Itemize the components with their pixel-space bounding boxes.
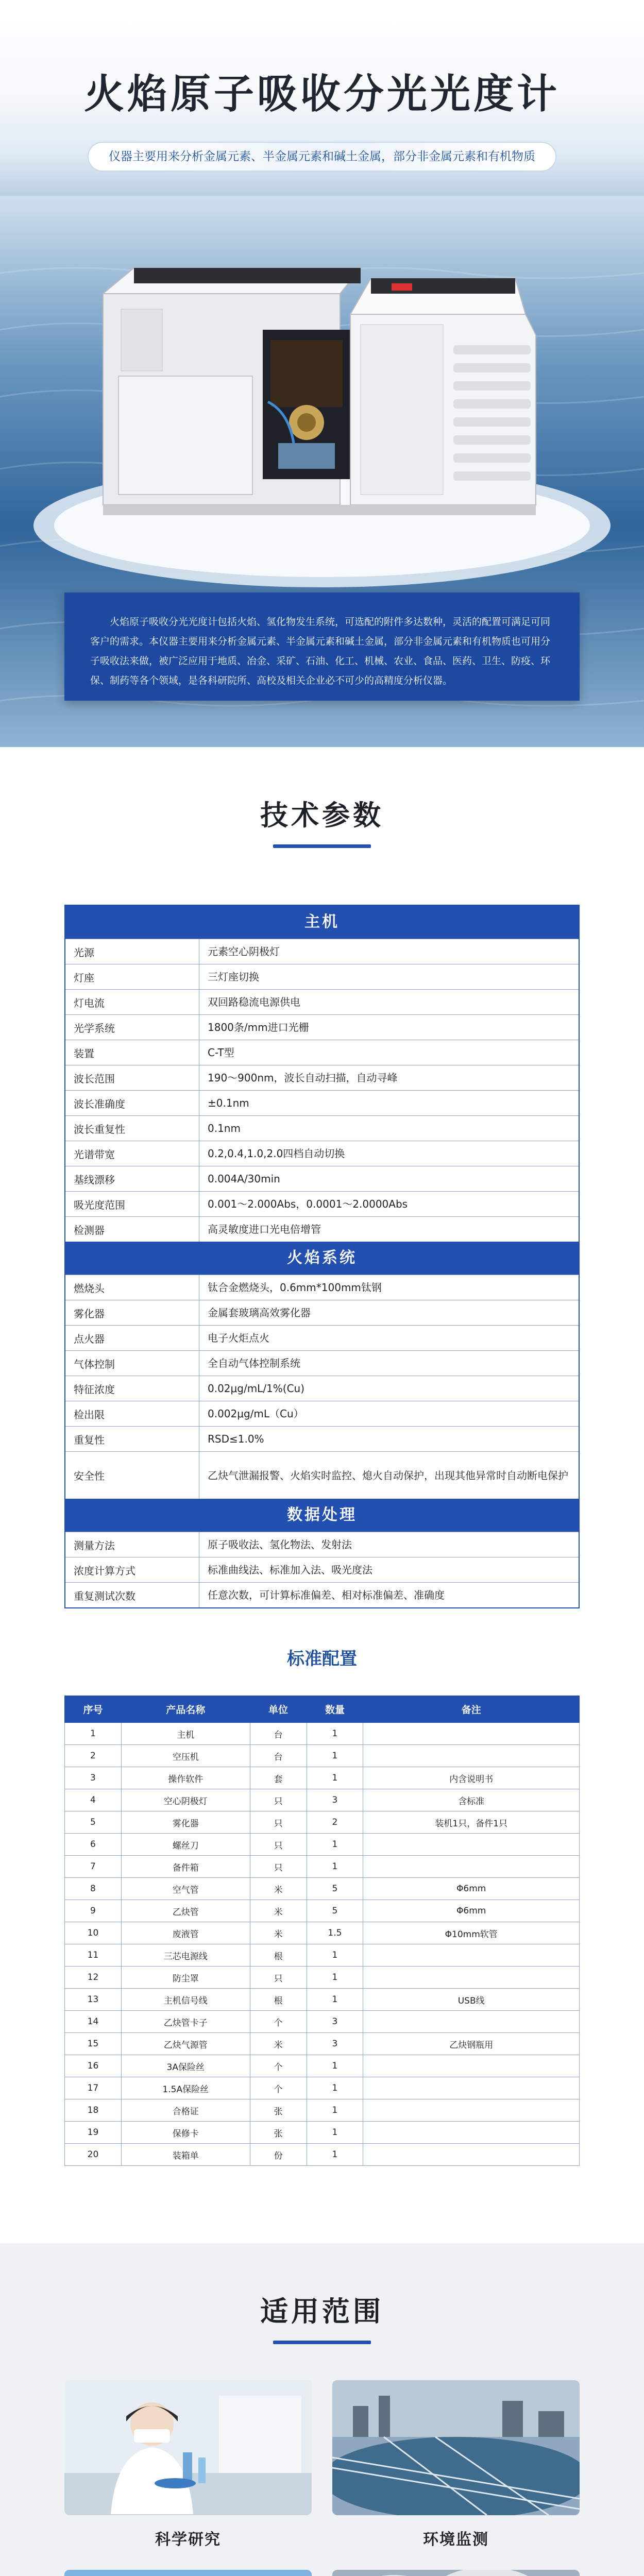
config-cell: 米 xyxy=(250,2033,307,2055)
config-cell: 螺丝刀 xyxy=(121,1834,250,1856)
config-cell xyxy=(363,1834,580,1856)
table-row xyxy=(65,2144,580,2166)
config-cell: 米 xyxy=(250,1878,307,1900)
config-cell: 5 xyxy=(65,1811,122,1834)
spec-value: 0.2,0.4,1.0,2.0四档自动切换 xyxy=(208,1147,345,1160)
app-label: 科学研究 xyxy=(155,2531,221,2549)
spec-value: 任意次数，可计算标准偏差、相对标准偏差、准确度 xyxy=(208,1589,445,1601)
table-row xyxy=(65,1989,580,2011)
config-cell: 1 xyxy=(307,1967,363,1989)
spec-row xyxy=(65,1166,579,1191)
config-cell xyxy=(363,1967,580,1989)
spec-group-header: 火焰系统 xyxy=(65,1242,579,1275)
config-cell: 套 xyxy=(250,1767,307,1789)
spec-key: 点火器 xyxy=(65,1326,199,1350)
config-title: 标准配置 xyxy=(287,1649,357,1669)
config-cell: 乙炔气源管 xyxy=(121,2033,250,2055)
config-cell xyxy=(363,2055,580,2077)
app-card-chemical xyxy=(332,2570,580,2576)
config-cell: 5 xyxy=(307,1900,363,1922)
spec-key: 基线漂移 xyxy=(65,1166,199,1191)
cooling-tower-photo xyxy=(332,2570,580,2576)
spec-row xyxy=(65,1014,579,1040)
spec-row xyxy=(65,1040,579,1065)
config-cell: 备件箱 xyxy=(121,1856,250,1878)
spec-key: 检出限 xyxy=(65,1401,199,1426)
spec-row xyxy=(65,1350,579,1376)
config-cell: 1 xyxy=(307,2099,363,2122)
config-cell: 只 xyxy=(250,1789,307,1811)
hero-banner xyxy=(0,0,644,747)
config-cell: 乙炔钢瓶用 xyxy=(363,2033,580,2055)
config-header-cell: 数量 xyxy=(307,1696,363,1723)
spec-table xyxy=(64,905,580,1608)
app-card-research xyxy=(64,2380,312,2549)
config-cell: 内含说明书 xyxy=(363,1767,580,1789)
config-cell: 18 xyxy=(65,2099,122,2122)
spectrophotometer-image xyxy=(72,247,577,536)
table-row xyxy=(65,1723,580,1745)
config-cell: 9 xyxy=(65,1900,122,1922)
spec-group-header: 数据处理 xyxy=(65,1499,579,1532)
config-cell: 只 xyxy=(250,1967,307,1989)
spec-key: 重复性 xyxy=(65,1427,199,1451)
config-cell: 操作软件 xyxy=(121,1767,250,1789)
config-cell: 空气管 xyxy=(121,1878,250,1900)
spec-value: 元素空心阴极灯 xyxy=(208,945,280,958)
table-row xyxy=(65,2099,580,2122)
table-row xyxy=(65,2011,580,2033)
config-header-row xyxy=(65,1696,580,1723)
spec-key: 检测器 xyxy=(65,1217,199,1242)
config-cell: 1 xyxy=(307,2055,363,2077)
table-row xyxy=(65,1811,580,1834)
config-cell: 根 xyxy=(250,1989,307,2011)
config-cell: 米 xyxy=(250,1900,307,1922)
config-cell xyxy=(363,2099,580,2122)
spec-value: 钛合金燃烧头，0.6mm*100mm钛钢 xyxy=(208,1281,382,1294)
spec-value: 高灵敏度进口光电倍增管 xyxy=(208,1223,321,1235)
spec-key: 波长范围 xyxy=(65,1065,199,1090)
table-row xyxy=(65,2077,580,2099)
spec-value: 全自动气体控制系统 xyxy=(208,1357,300,1369)
page-title: 火焰原子吸收分光光度计 xyxy=(83,71,560,117)
spec-value: 乙炔气泄漏报警、火焰实时监控、熄火自动保护，出现其他异常时自动断电保护 xyxy=(208,1469,568,1482)
config-cell: 废液管 xyxy=(121,1922,250,1944)
app-card-food xyxy=(64,2570,312,2576)
config-cell xyxy=(363,2122,580,2144)
config-cell: 根 xyxy=(250,1944,307,1967)
table-row xyxy=(65,2033,580,2055)
spec-key: 测量方法 xyxy=(65,1532,199,1557)
table-row xyxy=(65,1967,580,1989)
config-cell: 装机1只，备件1只 xyxy=(363,1811,580,1834)
config-cell xyxy=(363,2144,580,2166)
spec-key: 灯座 xyxy=(65,964,199,989)
spec-key: 安全性 xyxy=(65,1452,199,1499)
title-underline xyxy=(273,2341,371,2344)
config-cell: 3 xyxy=(307,2011,363,2033)
config-cell: 1 xyxy=(307,1944,363,1967)
config-cell: 个 xyxy=(250,2055,307,2077)
spec-value: 0.001～2.000Abs，0.0001～2.0000Abs xyxy=(208,1198,408,1210)
spec-key: 装置 xyxy=(65,1040,199,1065)
spec-row xyxy=(65,1191,579,1216)
spec-value: 原子吸收法、氢化物法、发射法 xyxy=(208,1538,352,1551)
config-cell: 5 xyxy=(307,1878,363,1900)
spec-value: ±0.1nm xyxy=(208,1097,249,1109)
config-cell: 2 xyxy=(65,1745,122,1767)
spec-row xyxy=(65,1141,579,1166)
spec-value: 标准曲线法、标准加入法、吸光度法 xyxy=(208,1564,372,1576)
config-cell: 米 xyxy=(250,1922,307,1944)
table-row xyxy=(65,2055,580,2077)
spec-group-header: 主机 xyxy=(65,906,579,939)
config-cell: 1 xyxy=(307,1723,363,1745)
spec-row xyxy=(65,1300,579,1325)
config-cell: 合格证 xyxy=(121,2099,250,2122)
config-cell xyxy=(363,1856,580,1878)
spec-row xyxy=(65,1426,579,1451)
lab-research-photo xyxy=(64,2380,312,2515)
config-cell: 11 xyxy=(65,1944,122,1967)
config-cell: 4 xyxy=(65,1789,122,1811)
config-cell: 10 xyxy=(65,1922,122,1944)
app-label: 环境监测 xyxy=(423,2531,489,2549)
config-cell xyxy=(363,1944,580,1967)
product-description: 火焰原子吸收分光光度计包括火焰、氢化物发生系统，可选配的附件多达数种，灵活的配置可满足可同客户的需求。本仪器主要用来分析金属元素、半金属元素和碱土金属，部分非金属元素和有机物质也可用分子吸收法来做，被广泛应用于地质、冶金、采矿、石油、化工、机械、农业、食品、医药、卫生、防疫、环保、制药等各个领域，是各科研院所、高校及相关企业必不可少的高精度分析仪器。 xyxy=(64,592,580,701)
spec-row xyxy=(65,1532,579,1557)
config-cell: 防尘罩 xyxy=(121,1967,250,1989)
spec-row xyxy=(65,989,579,1014)
config-cell: 3 xyxy=(65,1767,122,1789)
config-table xyxy=(64,1696,580,2166)
spec-row xyxy=(65,1325,579,1350)
spec-key: 光谱带宽 xyxy=(65,1141,199,1166)
spec-value: 双回路稳流电源供电 xyxy=(208,996,300,1008)
config-cell: 1 xyxy=(307,1989,363,2011)
table-row xyxy=(65,1745,580,1767)
spec-row xyxy=(65,1216,579,1242)
table-row xyxy=(65,1834,580,1856)
config-cell: 主机信号线 xyxy=(121,1989,250,2011)
spec-value: 0.02μg/mL/1%(Cu) xyxy=(208,1382,305,1395)
config-cell: Φ6mm xyxy=(363,1878,580,1900)
config-cell xyxy=(363,1723,580,1745)
spec-row xyxy=(65,939,579,964)
spec-row xyxy=(65,1401,579,1426)
config-cell: 雾化器 xyxy=(121,1811,250,1834)
spec-row xyxy=(65,964,579,989)
spec-key: 波长准确度 xyxy=(65,1091,199,1115)
bottling-line-photo xyxy=(64,2570,312,2576)
config-cell: 3 xyxy=(307,1789,363,1811)
table-row xyxy=(65,1789,580,1811)
config-cell: 7 xyxy=(65,1856,122,1878)
spec-value: 三灯座切换 xyxy=(208,971,259,983)
config-cell: 1 xyxy=(307,2144,363,2166)
config-cell: 主机 xyxy=(121,1723,250,1745)
config-cell: 17 xyxy=(65,2077,122,2099)
config-cell: 含标准 xyxy=(363,1789,580,1811)
config-cell: 1 xyxy=(307,1856,363,1878)
config-cell: 个 xyxy=(250,2077,307,2099)
spec-key: 特征浓度 xyxy=(65,1376,199,1401)
app-card-environment xyxy=(332,2380,580,2549)
config-cell: 三芯电源线 xyxy=(121,1944,250,1967)
spec-key: 雾化器 xyxy=(65,1300,199,1325)
config-cell: 6 xyxy=(65,1834,122,1856)
app-grid xyxy=(64,2380,580,2576)
config-header-cell: 产品名称 xyxy=(121,1696,250,1723)
config-cell: 16 xyxy=(65,2055,122,2077)
config-cell: 1.5 xyxy=(307,1922,363,1944)
params-title: 技术参数 xyxy=(260,799,384,832)
spec-key: 吸光度范围 xyxy=(65,1192,199,1216)
spec-row xyxy=(65,1376,579,1401)
config-cell: 台 xyxy=(250,1723,307,1745)
spec-row xyxy=(65,1115,579,1141)
spec-value: 0.002μg/mL（Cu） xyxy=(208,1408,304,1420)
config-cell: 14 xyxy=(65,2011,122,2033)
spec-value: 1800条/mm进口光栅 xyxy=(208,1021,309,1033)
spec-value: C-T型 xyxy=(208,1046,234,1059)
config-cell: Φ6mm xyxy=(363,1900,580,1922)
spec-key: 气体控制 xyxy=(65,1351,199,1376)
applications-section xyxy=(0,2243,644,2576)
subtitle-pill: 仪器主要用来分析金属元素、半金属元素和碱土金属，部分非金属元素和有机物质 xyxy=(88,142,556,172)
spec-value: 金属套玻璃高效雾化器 xyxy=(208,1307,311,1319)
config-cell: 1.5A保险丝 xyxy=(121,2077,250,2099)
config-cell: 乙炔管卡子 xyxy=(121,2011,250,2033)
table-row xyxy=(65,1878,580,1900)
config-header-cell: 单位 xyxy=(250,1696,307,1723)
config-cell: 13 xyxy=(65,1989,122,2011)
config-cell: 保修卡 xyxy=(121,2122,250,2144)
config-cell xyxy=(363,2011,580,2033)
water-treatment-photo xyxy=(332,2380,580,2515)
config-cell: 空心阴极灯 xyxy=(121,1789,250,1811)
config-cell: 个 xyxy=(250,2011,307,2033)
config-body xyxy=(65,1723,580,2166)
table-row xyxy=(65,1944,580,1967)
spec-key: 灯电流 xyxy=(65,990,199,1014)
config-cell: 只 xyxy=(250,1856,307,1878)
config-cell: Φ10mm软管 xyxy=(363,1922,580,1944)
tech-params-section xyxy=(0,747,644,2166)
config-cell: 1 xyxy=(307,1767,363,1789)
spec-key: 浓度计算方式 xyxy=(65,1557,199,1582)
config-cell: 3 xyxy=(307,2033,363,2055)
config-cell: 20 xyxy=(65,2144,122,2166)
config-cell: 台 xyxy=(250,1745,307,1767)
config-header-cell: 序号 xyxy=(65,1696,122,1723)
spec-value: 电子火炬点火 xyxy=(208,1332,269,1344)
table-row xyxy=(65,1856,580,1878)
table-row xyxy=(65,1767,580,1789)
table-row xyxy=(65,1922,580,1944)
spec-row xyxy=(65,1065,579,1090)
config-cell: 张 xyxy=(250,2122,307,2144)
config-cell: 份 xyxy=(250,2144,307,2166)
config-cell: 1 xyxy=(307,2122,363,2144)
config-cell: 1 xyxy=(65,1723,122,1745)
config-cell xyxy=(363,1745,580,1767)
config-cell: 1 xyxy=(307,1834,363,1856)
config-cell: 2 xyxy=(307,1811,363,1834)
spec-row xyxy=(65,1275,579,1300)
spec-row xyxy=(65,1557,579,1582)
config-cell: 只 xyxy=(250,1811,307,1834)
config-header-cell: 备注 xyxy=(363,1696,580,1723)
spec-key: 波长重复性 xyxy=(65,1116,199,1141)
config-cell: 1 xyxy=(307,1745,363,1767)
spec-value: 0.1nm xyxy=(208,1122,241,1134)
spec-key: 燃烧头 xyxy=(65,1275,199,1300)
config-cell: 空压机 xyxy=(121,1745,250,1767)
config-cell: 装箱单 xyxy=(121,2144,250,2166)
config-cell: 8 xyxy=(65,1878,122,1900)
config-cell: 19 xyxy=(65,2122,122,2144)
config-cell: USB线 xyxy=(363,1989,580,2011)
title-underline xyxy=(273,844,371,848)
config-cell: 乙炔管 xyxy=(121,1900,250,1922)
spec-row xyxy=(65,1090,579,1115)
config-cell xyxy=(363,2077,580,2099)
spec-value: 190～900nm，波长自动扫描，自动寻峰 xyxy=(208,1072,398,1084)
spec-value: 0.004A/30min xyxy=(208,1173,280,1185)
config-cell: 1 xyxy=(307,2077,363,2099)
spec-row xyxy=(65,1582,579,1607)
spec-key: 光学系统 xyxy=(65,1015,199,1040)
config-cell: 张 xyxy=(250,2099,307,2122)
spec-key: 光源 xyxy=(65,939,199,964)
spec-row xyxy=(65,1451,579,1499)
config-cell: 15 xyxy=(65,2033,122,2055)
table-row xyxy=(65,1900,580,1922)
spec-key: 重复测试次数 xyxy=(65,1583,199,1607)
apps-title: 适用范围 xyxy=(260,2295,384,2328)
config-cell: 只 xyxy=(250,1834,307,1856)
config-cell: 12 xyxy=(65,1967,122,1989)
spec-value: RSD≤1.0% xyxy=(208,1433,264,1445)
config-cell: 3A保险丝 xyxy=(121,2055,250,2077)
table-row xyxy=(65,2122,580,2144)
